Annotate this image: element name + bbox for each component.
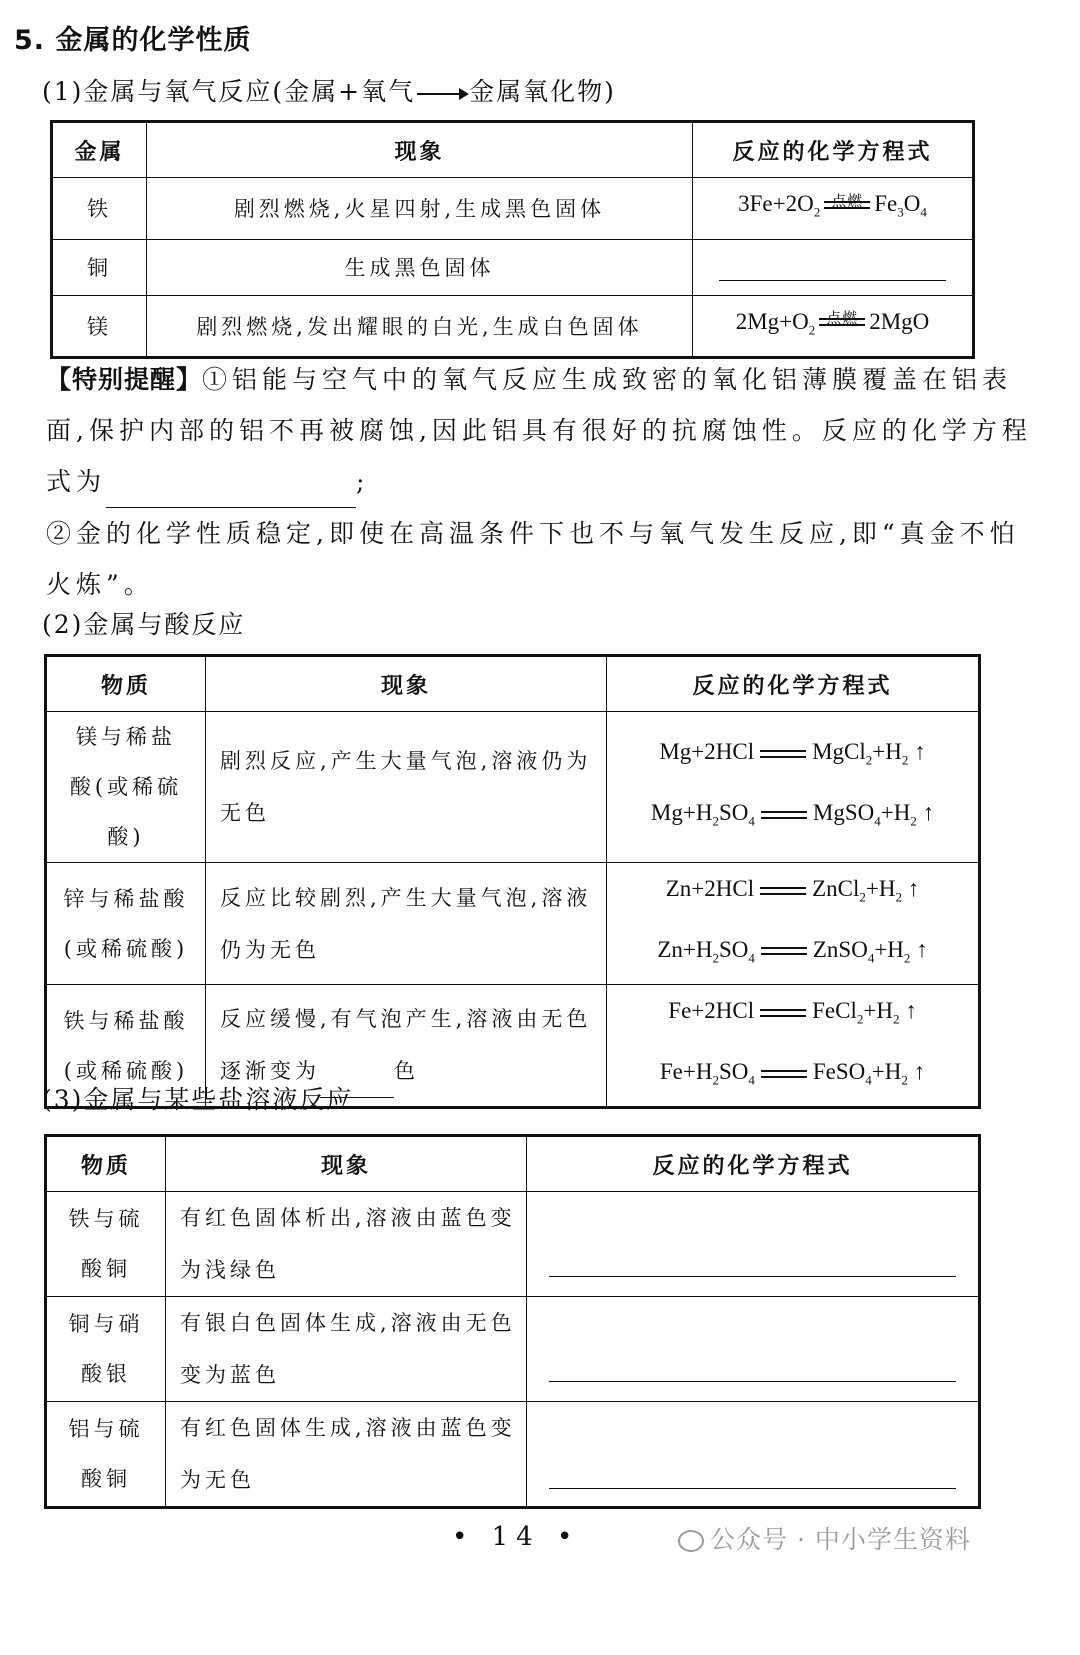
answer-blank-cell xyxy=(693,239,974,295)
condition-equals xyxy=(824,191,870,213)
eq-text: MgCl xyxy=(812,739,866,765)
phenomenon-text: 色 xyxy=(394,1059,419,1084)
answer-line xyxy=(719,280,946,281)
table-row xyxy=(46,1297,980,1402)
eq-text: ZnSO xyxy=(812,936,868,962)
table-row xyxy=(46,863,980,985)
title-pre: (1)金属与氧气反应(金属+氧气 xyxy=(42,77,416,106)
eq-text: FeCl xyxy=(812,998,857,1024)
header-cell: 物质 xyxy=(46,656,206,712)
subsection-title-acid: (2)金属与酸反应 xyxy=(42,610,246,639)
answer-blank-cell xyxy=(527,1402,980,1508)
eq-text: Zn+2HCl xyxy=(665,876,755,901)
watermark-text: 公众号 · 中小学生资料 xyxy=(710,1525,971,1554)
table-row xyxy=(52,178,974,240)
equation-cell: $2Mg+O_2$ 点燃 2MgO xyxy=(693,295,974,358)
eq-text: 3Fe+2O xyxy=(738,191,814,216)
eq-text: Fe+H xyxy=(659,1058,713,1084)
eq-text: +H xyxy=(874,936,904,962)
table-row xyxy=(52,239,974,295)
phenomenon-text: 反应缓慢,有气泡产生,溶液由无色逐渐变为 xyxy=(220,1007,592,1084)
substance-cell: 铜与硝酸银 xyxy=(46,1297,166,1402)
table-row xyxy=(46,1192,980,1297)
phenomenon-cell: 剧烈反应,产生大量气泡,溶液仍为无色 xyxy=(206,712,607,863)
eq-text: O xyxy=(903,191,921,216)
substance-cell: 铁与稀盐酸(或稀硫酸) xyxy=(46,985,206,1108)
table-row xyxy=(46,712,980,863)
reminder-text-2: ②金的化学性质稳定,即使在高温条件下也不与氧气发生反应,即“真金不怕火炼”。 xyxy=(46,519,1020,599)
header-cell: 物质 xyxy=(46,1136,166,1192)
header-cell: 反应的化学方程式 xyxy=(527,1136,980,1192)
eq-text: +H xyxy=(865,876,896,901)
reminder-semicolon: ; xyxy=(356,467,370,496)
section-heading: 5. 金属的化学性质 xyxy=(14,25,252,56)
answer-blank-cell xyxy=(527,1192,980,1297)
phenomenon-cell: 剧烈燃烧,火星四射,生成黑色固体 xyxy=(147,178,693,240)
eq-text: Fe xyxy=(874,191,898,216)
table-row xyxy=(46,1402,980,1508)
answer-blank xyxy=(106,456,356,508)
salt-reaction-table xyxy=(44,1134,981,1509)
substance-cell: 锌与稀盐酸(或稀硫酸) xyxy=(46,863,206,985)
reminder-text-1: ①铝能与空气中的氧气反应生成致密的氧化铝薄膜覆盖在铝表面,保护内部的铝不再被腐蚀,因此铝具有很好的抗腐蚀性。反应的化学方程式为 xyxy=(46,365,1032,496)
answer-line xyxy=(549,1488,956,1489)
eq-text: MgSO xyxy=(812,800,875,825)
table-row xyxy=(52,295,974,358)
equation-cell: $3Fe+2O_2$ 点燃 $Fe_3O_4$ xyxy=(693,178,974,240)
wechat-icon xyxy=(678,1530,704,1552)
eq-text: Mg+H xyxy=(650,800,713,825)
eq-text: 2MgO xyxy=(869,308,930,334)
metal-cell: 铜 xyxy=(52,239,147,295)
substance-cell: 铁与硫酸铜 xyxy=(46,1192,166,1297)
equals-sign xyxy=(761,1070,807,1078)
substance-cell: 铝与硫酸铜 xyxy=(46,1402,166,1508)
header-cell: 现象 xyxy=(147,122,693,178)
eq-text: +H xyxy=(880,800,911,825)
answer-line xyxy=(549,1276,956,1277)
answer-line xyxy=(549,1381,956,1382)
eq-text: +H xyxy=(871,1058,902,1084)
eq-text: SO xyxy=(718,936,749,962)
oxygen-reaction-table xyxy=(50,120,975,359)
equation-cell: Fe+2HCl $FeCl_2+H_2$ ↑ $Fe+H_2SO_4$ $FeSO_4+H_2$ ↑ xyxy=(607,985,980,1108)
condition-label: 点燃 xyxy=(831,191,864,210)
equals-sign xyxy=(761,947,807,955)
special-reminder xyxy=(46,354,1036,610)
reminder-label: 【特别提醒】 xyxy=(46,365,203,394)
header-cell: 金属 xyxy=(52,122,147,178)
eq-text: SO xyxy=(718,800,749,825)
eq-text: SO xyxy=(718,1058,749,1084)
answer-blank-cell xyxy=(527,1297,980,1402)
phenomenon-cell: 生成黑色固体 xyxy=(147,239,693,295)
eq-text: +H xyxy=(863,998,893,1024)
header-cell: 反应的化学方程式 xyxy=(607,656,980,712)
phenomenon-cell: 有红色固体析出,溶液由蓝色变为浅绿色 xyxy=(166,1192,527,1297)
table-header-row xyxy=(46,1136,980,1192)
table-header-row xyxy=(52,122,974,178)
title-post: 金属氧化物) xyxy=(469,77,616,106)
equals-sign xyxy=(760,750,806,758)
arrow-icon xyxy=(417,93,467,95)
table-header-row xyxy=(46,656,980,712)
equals-sign xyxy=(760,887,806,895)
eq-text: Fe+2HCl xyxy=(668,998,755,1024)
subsection-title-oxygen xyxy=(42,72,616,108)
substance-cell: 镁与稀盐酸(或稀硫酸) xyxy=(46,712,206,863)
eq-text: Zn+H xyxy=(657,936,713,962)
subsection-title-salt: (3)金属与某些盐溶液反应 xyxy=(42,1085,354,1114)
condition-label: 点燃 xyxy=(826,309,859,328)
phenomenon-cell: 剧烈燃烧,发出耀眼的白光,生成白色固体 xyxy=(147,295,693,358)
header-cell: 现象 xyxy=(206,656,607,712)
equation-cell: Mg+2HCl $MgCl_2+H_2$ ↑ $Mg+H_2SO_4$ $MgSO_4+H_2$ ↑ xyxy=(607,712,980,863)
watermark xyxy=(678,1520,971,1556)
phenomenon-cell: 反应比较剧烈,产生大量气泡,溶液仍为无色 xyxy=(206,863,607,985)
page-number: • 14 • xyxy=(452,1522,581,1552)
eq-text: +H xyxy=(872,739,902,765)
equals-sign xyxy=(760,1009,806,1017)
eq-text: ZnCl xyxy=(812,876,860,901)
phenomenon-cell: 有红色固体生成,溶液由蓝色变为无色 xyxy=(166,1402,527,1508)
phenomenon-cell: 有银白色固体生成,溶液由无色变为蓝色 xyxy=(166,1297,527,1402)
equals-sign xyxy=(761,811,807,819)
metal-cell: 镁 xyxy=(52,295,147,358)
eq-text: 2Mg+O xyxy=(735,308,809,334)
metal-cell: 铁 xyxy=(52,178,147,240)
acid-reaction-table xyxy=(44,654,981,1109)
header-cell: 反应的化学方程式 xyxy=(693,122,974,178)
header-cell: 现象 xyxy=(166,1136,527,1192)
eq-text: FeSO xyxy=(812,1058,866,1084)
condition-equals xyxy=(819,309,865,330)
eq-text: Mg+2HCl xyxy=(659,739,755,765)
equation-cell: Zn+2HCl $ZnCl_2+H_2$ ↑ $Zn+H_2SO_4$ $ZnSO_4+H_2$ ↑ xyxy=(607,863,980,985)
